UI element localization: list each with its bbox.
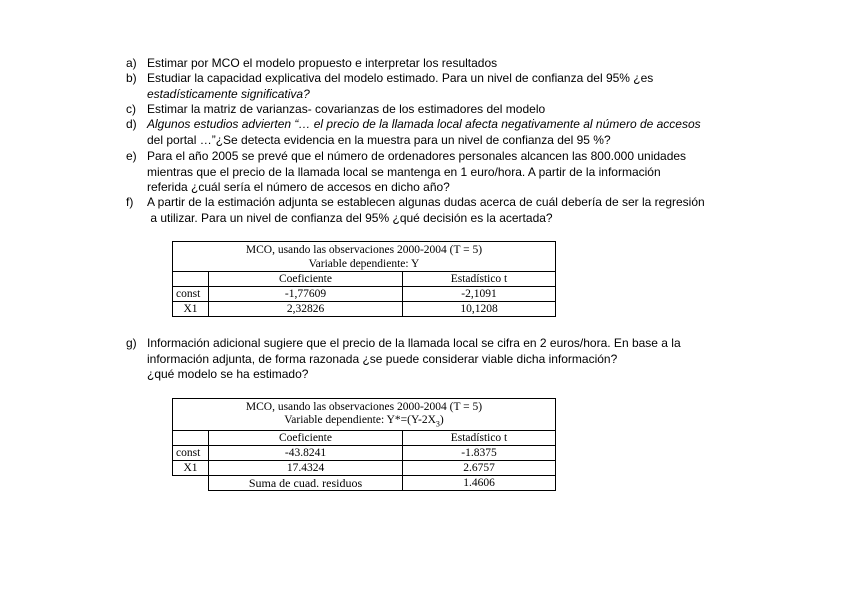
column-header-t: Estadístico t — [403, 272, 556, 287]
coef-cell: -43.8241 — [209, 446, 403, 461]
table-row — [173, 302, 556, 317]
table-title: MCO, usando las observaciones 2000-2004 (T = 5) — [173, 242, 556, 258]
table-subtitle: Variable dependiente: Y — [173, 257, 556, 272]
table-row-ssr — [173, 476, 556, 491]
question-text: información adjunta, de forma razonada ¿se puede considerar viable dicha información? — [147, 351, 618, 366]
regression-table-2 — [172, 398, 556, 491]
question-text: Para el año 2005 se prevé que el número de ordenadores personales alcancen las 800.000 unidades — [147, 149, 687, 163]
question-text: referida ¿cuál sería el número de accesos en dicho año? — [147, 180, 450, 194]
question-text: Algunos estudios advierten “… el precio de la llamada local afecta negativamente al número de accesos — [147, 117, 701, 131]
coef-cell: 2,32826 — [209, 302, 403, 317]
row-label: X1 — [173, 302, 209, 317]
blank-cell — [173, 476, 209, 491]
question-text: Estudiar la capacidad explicativa del modelo estimado. Para un nivel de confianza del 95% ¿es — [147, 71, 654, 85]
tstat-cell: -1.8375 — [403, 446, 556, 461]
question-label: a) — [126, 56, 137, 70]
question-text: Estimar por MCO el modelo propuesto e interpretar los resultados — [147, 56, 498, 70]
subtitle-suffix: ) — [439, 414, 444, 426]
question-text: A partir de la estimación adjunta se establecen algunas dudas acerca de cuál debería de ser la regresión — [147, 195, 705, 209]
table-row — [173, 446, 556, 461]
question-text: a utilizar. Para un nivel de confianza del 95% ¿qué decisión es la acertada? — [147, 210, 553, 225]
question-label: g) — [126, 336, 137, 350]
regression-table-1 — [172, 241, 556, 317]
subtitle-prefix: Variable dependiente: Y*=(Y-2X — [284, 414, 436, 426]
question-label: b) — [126, 71, 137, 85]
question-text: mientras que el precio de la llamada local se mantenga en 1 euro/hora. A partir de la información — [147, 164, 661, 179]
coef-cell: 17.4324 — [209, 461, 403, 476]
table-row — [173, 461, 556, 476]
question-label: f) — [126, 195, 134, 209]
column-header-coef: Coeficiente — [209, 272, 403, 287]
table-subtitle — [173, 414, 556, 431]
subtitle-subscript: 3 — [435, 419, 440, 429]
question-text: del portal …”¿Se detecta evidencia en la muestra para un nivel de confianza del 95 %? — [147, 132, 611, 147]
ssr-label: Suma de cuad. residuos — [209, 476, 403, 491]
question-text: Información adicional sugiere que el precio de la llamada local se cifra en 2 euros/hora. En base a la — [147, 336, 681, 350]
tstat-cell: 10,1208 — [403, 302, 556, 317]
question-text: ¿qué modelo se ha estimado? — [147, 367, 309, 381]
ssr-value: 1.4606 — [403, 476, 556, 491]
column-header-coef: Coeficiente — [209, 431, 403, 446]
tstat-cell: -2,1091 — [403, 287, 556, 302]
question-text: Estimar la matriz de varianzas- covarianzas de los estimadores del modelo — [147, 102, 546, 116]
question-label: c) — [126, 102, 136, 116]
table-title: MCO, usando las observaciones 2000-2004 (T = 5) — [173, 399, 556, 415]
table-corner — [173, 272, 209, 287]
question-text: estadísticamente significativa? — [147, 86, 310, 101]
table-row — [173, 287, 556, 302]
question-label: d) — [126, 117, 137, 131]
coef-cell: -1,77609 — [209, 287, 403, 302]
row-label: X1 — [173, 461, 209, 476]
table-corner — [173, 431, 209, 446]
row-label: const — [173, 287, 209, 302]
row-label: const — [173, 446, 209, 461]
question-label: e) — [126, 149, 137, 163]
tstat-cell: 2.6757 — [403, 461, 556, 476]
column-header-t: Estadístico t — [403, 431, 556, 446]
